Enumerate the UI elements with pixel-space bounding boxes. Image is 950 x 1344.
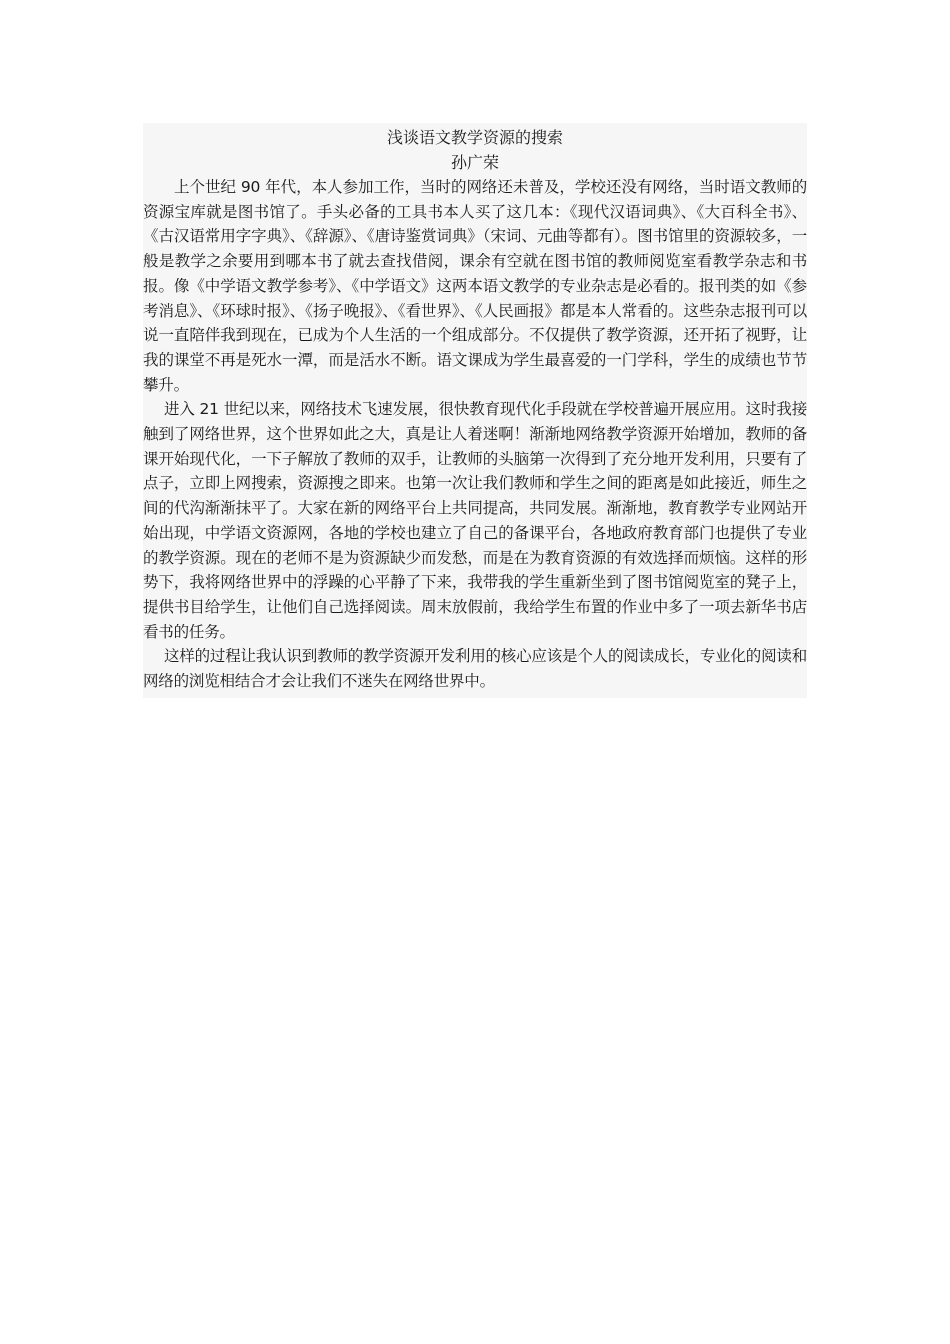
article-author: 孙广荣	[450, 153, 499, 172]
paragraph-1: 上个世纪 90 年代，本人参加工作，当时的网络还未普及，学校还没有网络，当时语文教师的资源宝库就是图书馆了。手头必备的工具书本人买了这几本：《现代汉语词典》、《大百科全书》、《古汉语常用字字典》、《辞源》、《唐诗鉴赏词典》（宋词、元曲等都有）。图书馆里的资源较多，一般是教学之余要用到哪本书了就去查找借阅，课余有空就在图书馆的教师阅览室看教学杂志和书报。像《中学语文教学参考》、《中学语文》这两本语文教学的专业杂志是必看的。报刊类的如《参考消息》、《环球时报》、《扬子晚报》、《看世界》、《人民画报》都是本人常看的。这些杂志报刊可以说一直陪伴我到现在，已成为个人生活的一个组成部分。不仅提供了教学资源，还开拓了视野，让我的课堂不再是死水一潭，而是活水不断。语文课成为学生最喜爱的一门学科，学生的成绩也节节攀升。	[143, 178, 807, 394]
article-title: 浅谈语文教学资源的搜索	[386, 128, 563, 147]
article-block	[143, 123, 807, 698]
paragraph-2: 进入 21 世纪以来，网络技术飞速发展，很快教育现代化手段就在学校普遍开展应用。这时我接触到了网络世界，这个世界如此之大，真是让人着迷啊！渐渐地网络教学资源开始增加，教师的备课开始现代化，一下子解放了教师的双手，让教师的头脑第一次得到了充分地开发利用，只要有了点子，立即上网搜索，资源搜之即来。也第一次让我们教师和学生之间的距离是如此接近，师生之间的代沟渐渐抹平了。大家在新的网络平台上共同提高，共同发展。渐渐地，教育教学专业网站开始出现，中学语文资源网，各地的学校也建立了自己的备课平台，各地政府教育部门也提供了专业的教学资源。现在的老师不是为资源缺少而发愁，而是在为教育资源的有效选择而烦恼。这样的形势下，我将网络世界中的浮躁的心平静了下来，我带我的学生重新坐到了图书馆阅览室的凳子上，提供书目给学生，让他们自己选择阅读。周末放假前，我给学生布置的作业中多了一项去新华书店看书的任务。	[143, 400, 807, 641]
paragraph-3: 这样的过程让我认识到教师的教学资源开发利用的核心应该是个人的阅读成长，专业化的阅读和网络的浏览相结合才会让我们不迷失在网络世界中。	[143, 647, 807, 691]
